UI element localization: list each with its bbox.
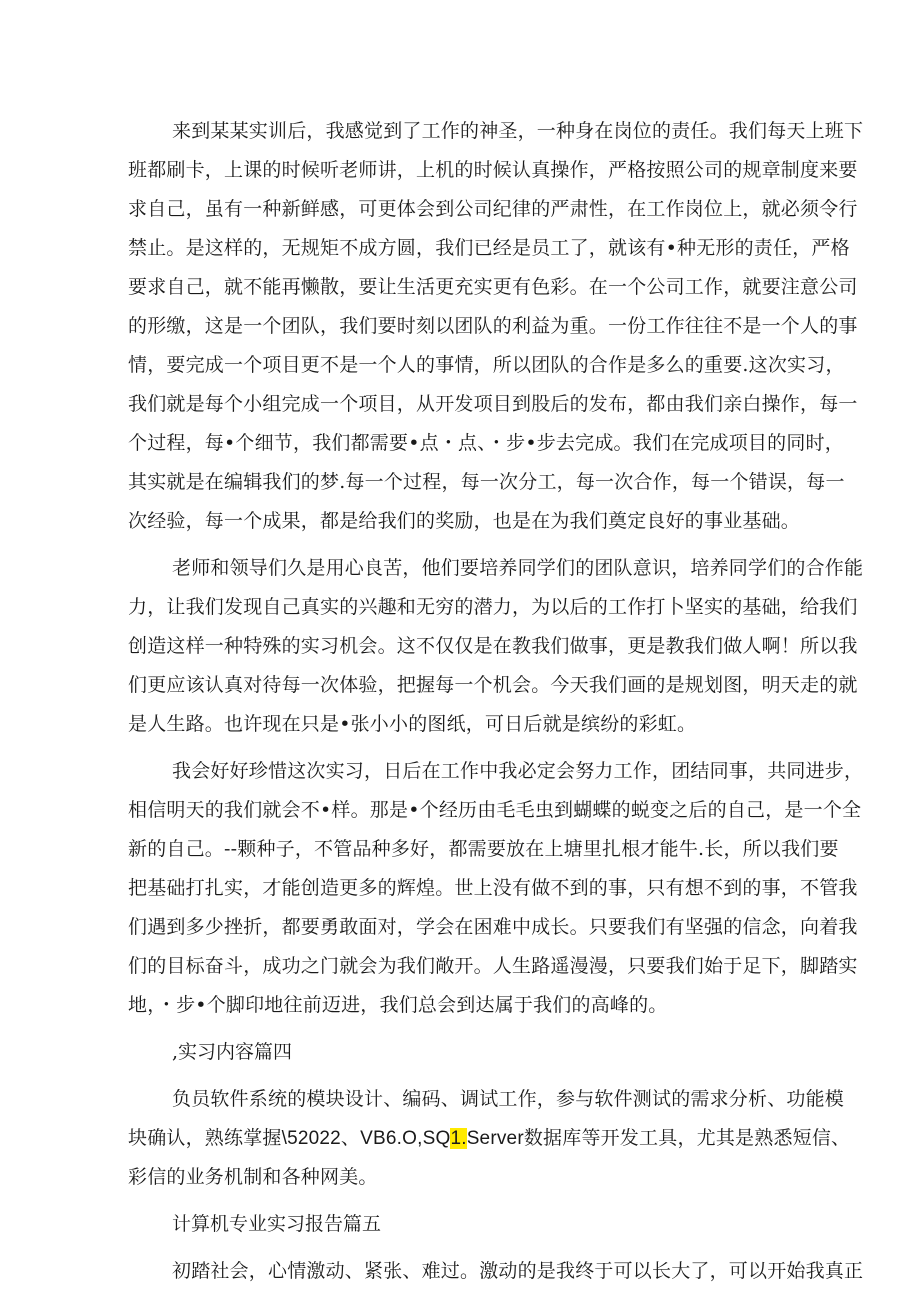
text-line: 要求自己，就不能再懒散，要让生活更充实更有色彩。在一个公司工作，就要注意公司 xyxy=(128,276,858,298)
tech-name: Server xyxy=(466,1128,524,1149)
text-line: 班都刷卡，上课的时候听老师讲，上机的时候认真操作，严格按照公司的规章制度来要 xyxy=(128,159,858,181)
text-line: 相信明天的我们就会不•样。那是•个经历由毛毛虫到蝴蝶的蜕变之后的自己，是一个全 xyxy=(128,799,862,821)
text-line: 其实就是在编辑我们的梦.每一个过程，每一次分工，每一次合作，每一个错误，每一 xyxy=(128,471,845,493)
text-line: 负员软件系统的模块设计、编码、调试工作，参与软件测试的需求分析、功能模 xyxy=(172,1088,845,1110)
text-line: 老师和领导们久是用心良苦，他们要培养同学们的团队意识，培养同学们的合作能 xyxy=(172,557,864,579)
text-line: 创造这样一种特殊的实习机会。这不仅仅是在教我们做事，更是教我们做人啊！所以我 xyxy=(128,635,858,657)
text-line: 求自己，虽有一种新鲜感，可更体会到公司纪律的严肃性，在工作岗位上，就必须令行 xyxy=(128,198,858,220)
text-line: 初踏社会，心情激动、紧张、难过。激动的是我终于可以长大了，可以开始我真正 xyxy=(172,1260,864,1282)
text-line: 把基础打扎实，才能创造更多的辉煌。世上没有做不到的事，只有想不到的事，不管我 xyxy=(128,877,858,899)
paragraph-teachers xyxy=(128,549,864,744)
text-line: 力，让我们发现自己真实的兴趣和无穷的潜力，为以后的工作打卜坚实的基础，给我们 xyxy=(128,596,858,618)
text-line: 我会好好珍惜这次实习，日后在工作中我必定会努力工作，团结同事，共同进步， xyxy=(172,760,864,782)
text-segment: 数据库等开发工具，尤其是熟悉短信、 xyxy=(523,1127,851,1149)
text-line: 次经验，每一个成果，都是给我们的奖励，也是在为我们奠定良好的事业基础。 xyxy=(128,510,801,532)
paragraph-entering-society xyxy=(128,1252,864,1291)
text-line: 们的目标奋斗，成功之门就会为我们敞开。人生路遥漫漫，只要我们始于足下，脚踏实 xyxy=(128,955,858,977)
paragraph-training-experience xyxy=(128,112,864,541)
text-line: 情，要完成一个项目更不是一个人的事情，所以团队的合作是多么的重要.这次实习， xyxy=(128,354,845,376)
paragraph-cherish xyxy=(128,752,864,1025)
text-line: 禁止。是这样的，无规矩不成方圆，我们已经是员工了，就该有•种无形的责任，严格 xyxy=(128,237,850,259)
text-line: 们更应该认真对待每一次体验，把握每一个机会。今天我们画的是规划图，明天走的就 xyxy=(128,674,858,696)
text-line: 新的自己。--颗种子，不管品种多好，都需要放在上塘里扎根才能牛.长，所以我们要 xyxy=(128,838,839,860)
section-heading-4: ,实习内容篇四 xyxy=(172,1041,293,1063)
text-line-tools xyxy=(128,1119,851,1158)
document-page xyxy=(128,112,864,1299)
highlighted-text: 1. xyxy=(450,1128,467,1149)
tech-name: \52022、VB6.O,SQ xyxy=(281,1128,451,1149)
text-line: 们遇到多少挫折，都要勇敢面对，学会在困难中成长。只要我们有坚强的信念，向着我 xyxy=(128,916,858,938)
section-heading-5: 计算机专业实习报告篇五 xyxy=(172,1213,382,1235)
text-line: 是人生路。也许现在只是•张小小的图纸，可日后就是缤纷的彩虹。 xyxy=(128,713,697,735)
text-line: 我们就是每个小组完成一个项目，从开发项目到股后的发布，都由我们亲白操作，每一 xyxy=(128,393,858,415)
text-line: 的形缴，这是一个团队，我们要时刻以团队的利益为重。一份工作往往不是一个人的事 xyxy=(128,315,858,337)
paragraph-software-duties xyxy=(128,1080,851,1197)
text-segment: 块确认，熟练掌握 xyxy=(128,1127,282,1149)
text-line: 来到某某实训后，我感觉到了工作的神圣，一种身在岗位的责任。我们每天上班下 xyxy=(172,120,864,142)
text-line: 个过程，每•个细节，我们都需要•点・点、・步•步去完成。我们在完成项目的同时， xyxy=(128,432,844,454)
text-line: 地，・步•个脚印地往前迈进，我们总会到达属于我们的高峰的。 xyxy=(128,994,668,1016)
text-line: 彩信的业务机制和各种网美。 xyxy=(128,1166,378,1188)
